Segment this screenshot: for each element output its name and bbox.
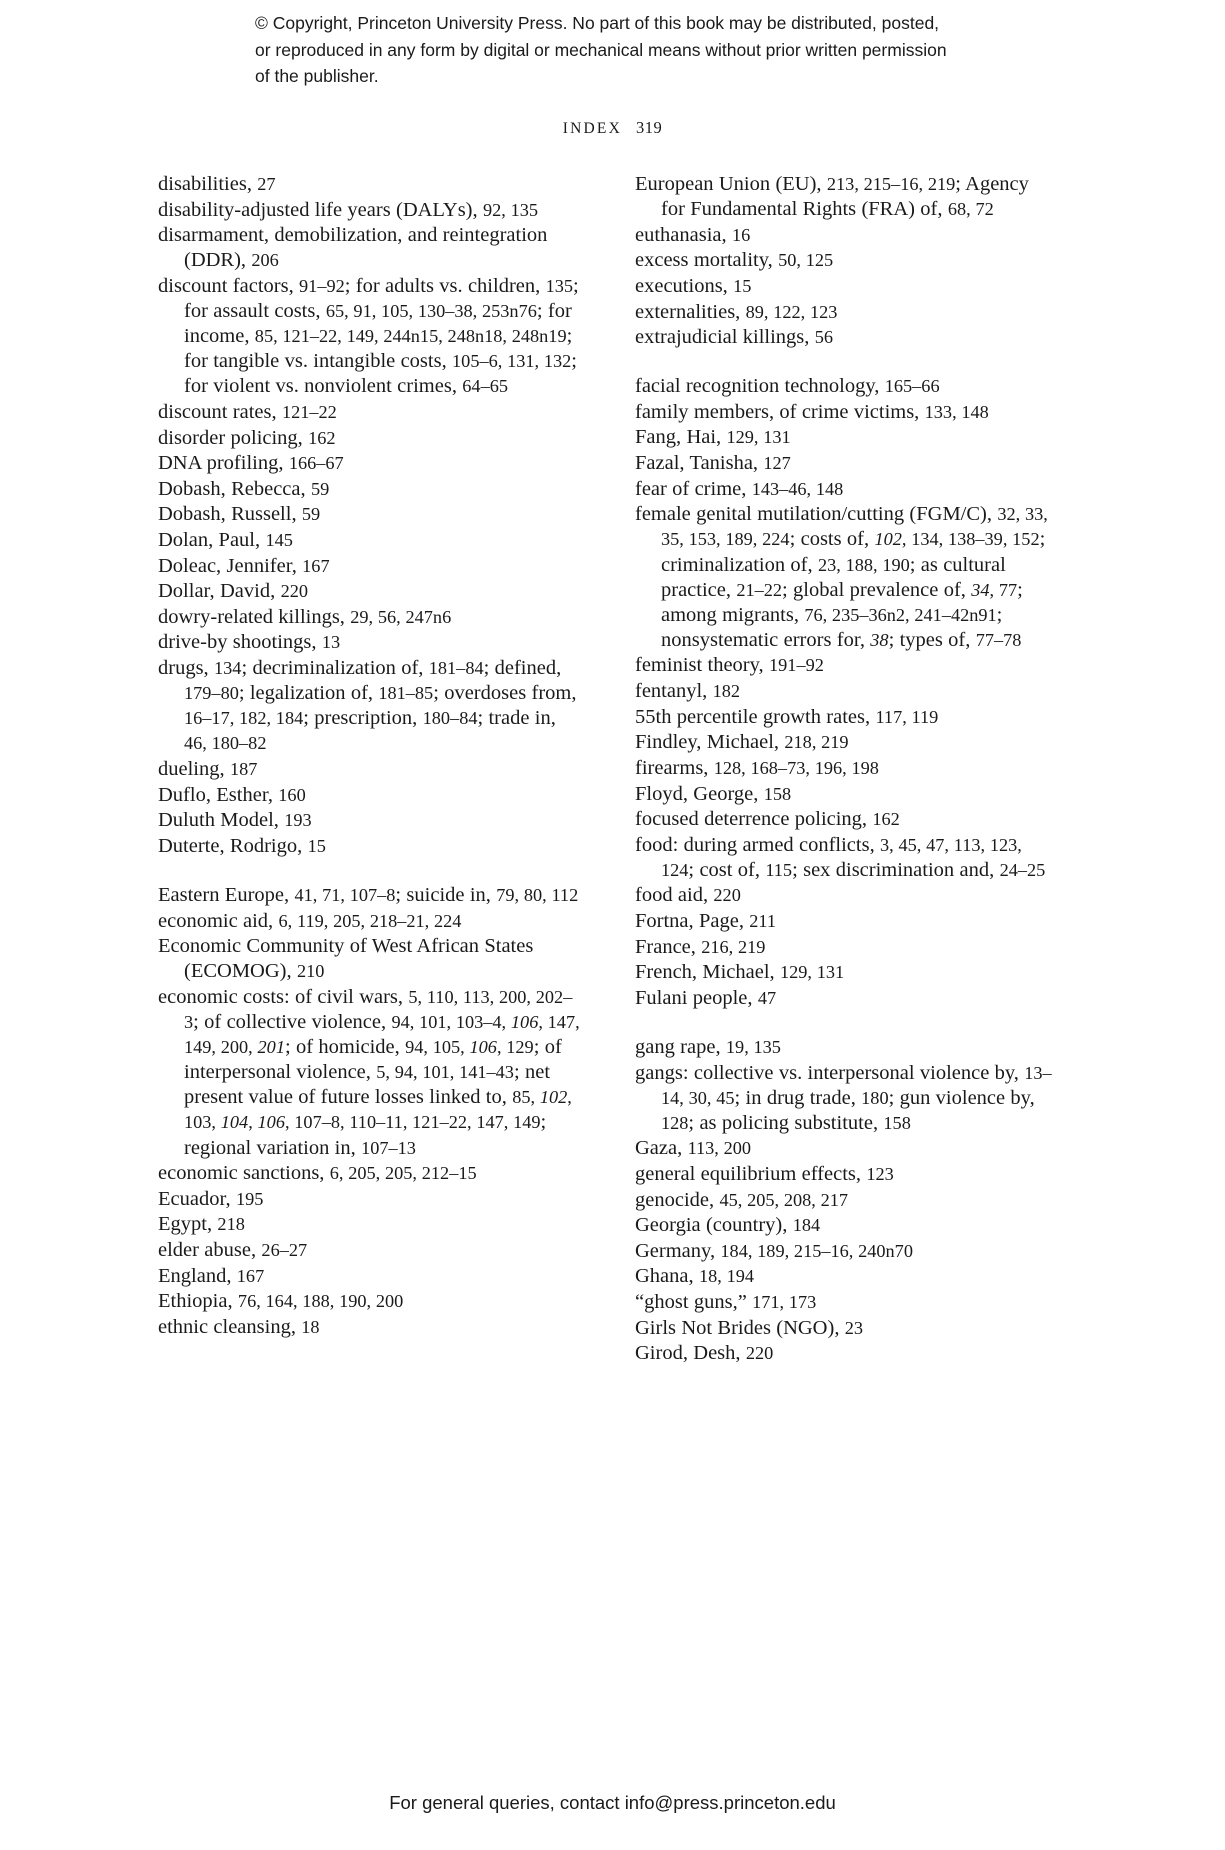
index-entry: extrajudicial killings, 56 [635, 326, 834, 349]
running-head-label: INDEX [562, 120, 622, 137]
index-entry: disorder policing, 162 [158, 426, 336, 449]
index-entry: England, 167 [158, 1264, 265, 1287]
index-entry: fear of crime, 143–46, 148 [635, 477, 844, 500]
index-entry: dueling, 187 [158, 758, 258, 781]
index-entry: Fulani people, 47 [635, 986, 777, 1009]
index-entry: firearms, 128, 168–73, 196, 198 [635, 756, 879, 779]
index-entry: food: during armed conflicts, 3, 45, 47, 113, 123, 124; cost of, 115; sex discrimination and, 24–25 [635, 833, 1046, 881]
index-entry: Duterte, Rodrigo, 15 [158, 834, 326, 857]
index-entry: gangs: collective vs. interpersonal violence by, 13–14, 30, 45; in drug trade, 180; gun violence by, 128; as policing substitute, 158 [635, 1061, 1052, 1134]
index-column-left [158, 172, 581, 1367]
index-entry: Doleac, Jennifer, 167 [158, 554, 330, 577]
index-entry: Findley, Michael, 218, 219 [635, 731, 849, 754]
index-entry: excess mortality, 50, 125 [635, 249, 834, 272]
copyright-notice: © Copyright, Princeton University Press. No part of this book may be distributed, posted, or reproduced in any form by digital or mechanical means without prior written permission of the publisher. [255, 13, 947, 87]
index-entry: Ethiopia, 76, 164, 188, 190, 200 [158, 1290, 404, 1313]
index-entry: 55th percentile growth rates, 117, 119 [635, 705, 939, 728]
index-entry: Girod, Desh, 220 [635, 1342, 774, 1365]
index-entry: gang rape, 19, 135 [635, 1036, 781, 1058]
index-entry: externalities, 89, 122, 123 [635, 300, 838, 323]
index-entry: fentanyl, 182 [635, 680, 741, 703]
index-entry: executions, 15 [635, 274, 752, 297]
index-entry: Germany, 184, 189, 215–16, 240n70 [635, 1239, 913, 1262]
index-entry: European Union (EU), 213, 215–16, 219; Agency for Fundamental Rights (FRA) of, 68, 72 [635, 173, 1029, 221]
index-entry: dowry-related killings, 29, 56, 247n6 [158, 605, 452, 628]
index-entry: Fortna, Page, 211 [635, 910, 777, 933]
index-entry: feminist theory, 191–92 [635, 654, 824, 677]
index-entry: Gaza, 113, 200 [635, 1137, 752, 1160]
index-column-right [635, 172, 1058, 1367]
index-entry: disabilities, 27 [158, 173, 276, 195]
index-entry: economic aid, 6, 119, 205, 218–21, 224 [158, 909, 462, 932]
index-entry: Duflo, Esther, 160 [158, 783, 306, 806]
index-entry: food aid, 220 [635, 884, 741, 907]
index-entry: female genital mutilation/cutting (FGM/C), 32, 33, 35, 153, 189, 224; costs of, 102, 134, 138–39, 152; criminalization of, 23, 188, 190; as cultural practice, 21–22; global prevalence of, 34, 77; among migrants, 76, 235–36n2, 241–42n91; nonsystematic errors for, 38; types of, 77–78 [635, 503, 1048, 651]
index-entry: Dollar, David, 220 [158, 580, 308, 603]
index-entry: disability-adjusted life years (DALYs), 92, 135 [158, 198, 539, 221]
index-entry: disarmament, demobilization, and reintegration (DDR), 206 [158, 224, 548, 272]
index-entry: discount rates, 121–22 [158, 400, 337, 423]
index-entry: elder abuse, 26–27 [158, 1238, 308, 1261]
index-entry: family members, of crime victims, 133, 148 [635, 400, 989, 423]
index-entry: discount factors, 91–92; for adults vs. children, 135; for assault costs, 65, 91, 105, 130–38, 253n76; for income, 85, 121–22, 149, 244n15, 248n18, 248n19; for tangible vs. intangible costs, 105–6, 131, 132; for violent vs. nonviolent crimes, 64–65 [158, 274, 579, 398]
index-entry: Fang, Hai, 129, 131 [635, 426, 791, 449]
index-entry: economic costs: of civil wars, 5, 110, 113, 200, 202–3; of collective violence, 94, 101, 103–4, 106, 147, 149, 200, 201; of homicide, 94, 105, 106, 129; of interpersonal violence, 5, 94, 101, 141–43; net present value of future losses linked to, 85, 102, 103, 104, 106, 107–8, 110–11, 121–22, 147, 149; regional variation in, 107–13 [158, 985, 580, 1159]
running-head [0, 118, 1225, 138]
index-entry: economic sanctions, 6, 205, 205, 212–15 [158, 1162, 477, 1185]
index-entry: euthanasia, 16 [635, 223, 751, 246]
index-entry: facial recognition technology, 165–66 [635, 375, 940, 398]
index-entry: Georgia (country), 184 [635, 1214, 821, 1237]
index-columns [158, 172, 1058, 1367]
index-entry: drugs, 134; decriminalization of, 181–84; defined, 179–80; legalization of, 181–85; overdoses from, 16–17, 182, 184; prescription, 180–84; trade in, 46, 180–82 [158, 657, 577, 754]
index-entry: Dolan, Paul, 145 [158, 529, 293, 552]
index-entry: general equilibrium effects, 123 [635, 1163, 894, 1186]
index-entry: Floyd, George, 158 [635, 782, 792, 805]
index-entry: Girls Not Brides (NGO), 23 [635, 1316, 864, 1339]
index-entry: Dobash, Russell, 59 [158, 503, 321, 526]
index-entry: “ghost guns,” 171, 173 [635, 1291, 817, 1314]
index-entry: Ghana, 18, 194 [635, 1265, 754, 1288]
page-folio: 319 [635, 118, 663, 137]
index-entry: Ecuador, 195 [158, 1187, 264, 1210]
index-entry: Egypt, 218 [158, 1213, 245, 1236]
index-entry: genocide, 45, 205, 208, 217 [635, 1188, 849, 1211]
index-entry: Dobash, Rebecca, 59 [158, 477, 330, 500]
index-entry: drive-by shootings, 13 [158, 631, 341, 654]
index-entry: France, 216, 219 [635, 935, 766, 958]
index-entry: Economic Community of West African States (ECOMOG), 210 [158, 935, 534, 983]
page-footer: For general queries, contact info@press.princeton.edu [389, 1792, 836, 1813]
index-entry: Eastern Europe, 41, 71, 107–8; suicide in, 79, 80, 112 [158, 883, 579, 906]
index-entry: French, Michael, 129, 131 [635, 961, 845, 984]
index-entry: focused deterrence policing, 162 [635, 808, 900, 831]
index-entry: DNA profiling, 166–67 [158, 452, 344, 475]
index-entry: ethnic cleansing, 18 [158, 1315, 320, 1338]
index-entry: Fazal, Tanisha, 127 [635, 452, 791, 475]
index-entry: Duluth Model, 193 [158, 809, 312, 832]
